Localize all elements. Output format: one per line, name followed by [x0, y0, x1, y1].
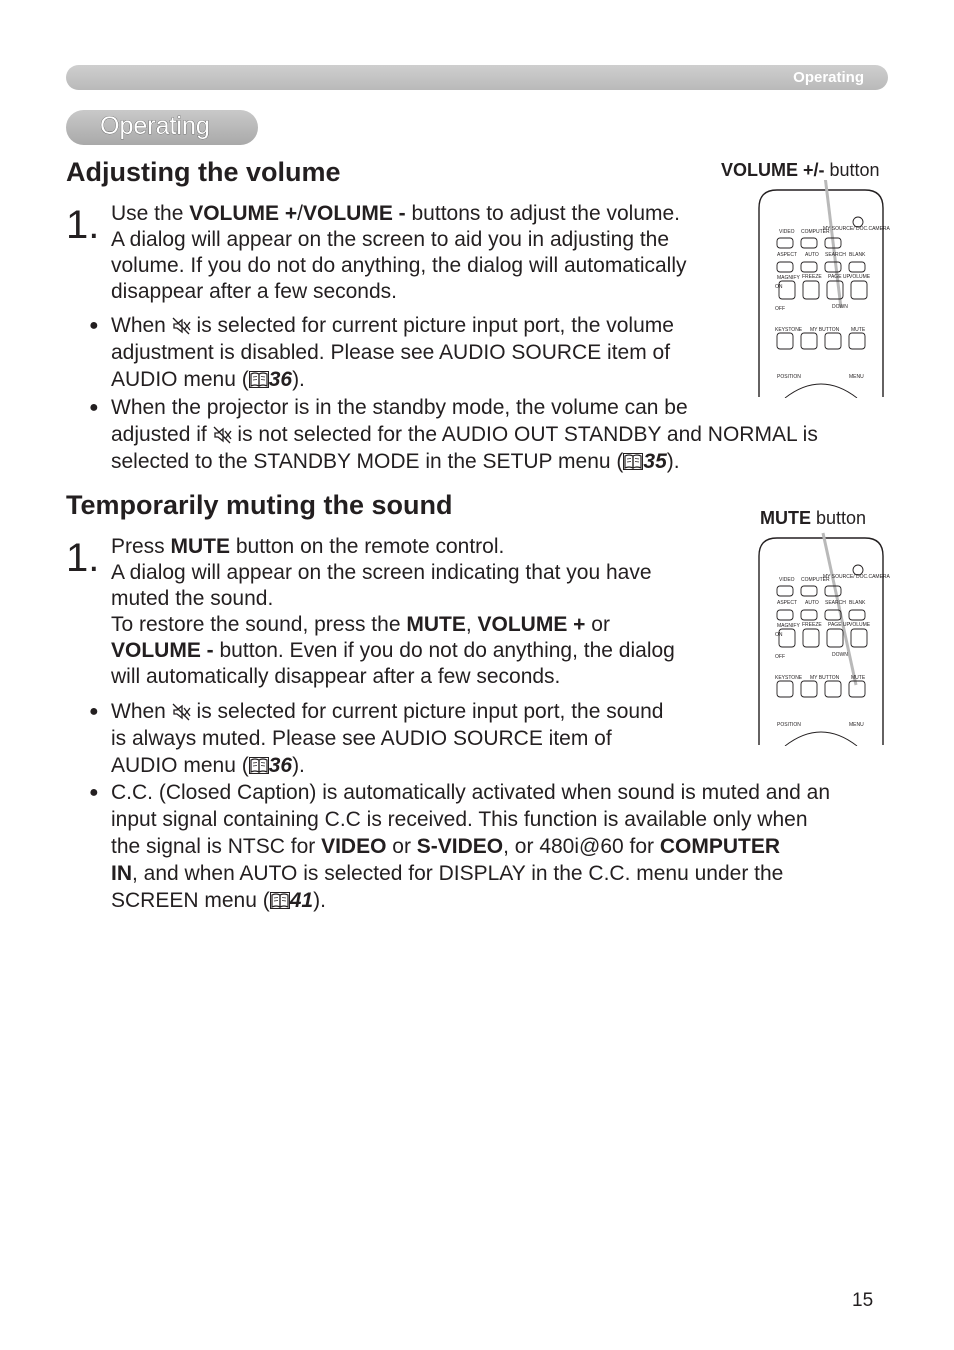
- svg-text:ON: ON: [775, 284, 783, 290]
- remote-control-illustration: [755, 528, 890, 746]
- svg-text:MUTE: MUTE: [851, 327, 866, 333]
- bullet-icon: ●: [89, 703, 99, 720]
- book-reference-icon: [623, 453, 643, 470]
- svg-text:SEARCH: SEARCH: [825, 600, 846, 606]
- section-tab: [66, 110, 258, 145]
- svg-text:ASPECT: ASPECT: [777, 600, 798, 606]
- svg-text:ON: ON: [775, 632, 783, 638]
- svg-text:VOLUME: VOLUME: [849, 274, 871, 280]
- svg-text:VIDEO: VIDEO: [779, 577, 795, 583]
- section-title: Operating: [100, 112, 210, 140]
- svg-text:DOWN: DOWN: [832, 652, 848, 658]
- svg-text:POSITION: POSITION: [777, 374, 801, 380]
- bullet-icon: ●: [89, 317, 99, 334]
- header-label: Operating: [793, 69, 864, 86]
- mute-callout: MUTE button: [760, 508, 867, 528]
- book-reference-icon: [249, 757, 269, 774]
- svg-text:BLANK: BLANK: [849, 252, 866, 258]
- svg-text:MUTE: MUTE: [851, 675, 866, 681]
- svg-text:OFF: OFF: [775, 306, 785, 312]
- svg-text:VOLUME: VOLUME: [849, 622, 871, 628]
- mute-note-1: ● When is selected for current picture input port, the sound is always muted. Please see AUDIO SOURCE item of AUDIO menu ( 36).: [89, 700, 664, 777]
- svg-text:MENU: MENU: [849, 722, 864, 728]
- svg-text:MAGNIFY: MAGNIFY: [777, 623, 800, 629]
- svg-text:AUTO: AUTO: [805, 600, 819, 606]
- mute-icon: [213, 426, 232, 444]
- volume-step-number: 1.: [66, 203, 100, 247]
- svg-text:VIDEO: VIDEO: [779, 229, 795, 235]
- svg-text:SEARCH: SEARCH: [825, 252, 846, 258]
- volume-heading: Adjusting the volume: [66, 157, 341, 187]
- bullet-icon: ●: [89, 784, 99, 801]
- volume-callout: VOLUME +/- button: [721, 160, 880, 180]
- svg-text:FREEZE: FREEZE: [802, 622, 822, 628]
- volume-step-text: Use the VOLUME +/VOLUME - buttons to adjust the volume. A dialog will appear on the screen to aid you in adjusting the volume. If you do not do anything, the dialog will automatically disappear after a few seconds.: [111, 202, 687, 303]
- svg-text:KEYSTONE: KEYSTONE: [775, 675, 803, 681]
- svg-text:MAGNIFY: MAGNIFY: [777, 275, 800, 281]
- svg-text:MY BUTTON: MY BUTTON: [810, 327, 840, 333]
- volume-note-2: ● When the projector is in the standby mode, the volume can be adjusted if is not selected for the AUDIO OUT STANDBY and NORMAL is selected to the STANDBY MODE in the SETUP menu ( 35).: [89, 396, 818, 473]
- mute-heading: Temporarily muting the sound: [66, 490, 453, 520]
- svg-text:POSITION: POSITION: [777, 722, 801, 728]
- svg-text:OFF: OFF: [775, 654, 785, 660]
- svg-text:AUTO: AUTO: [805, 252, 819, 258]
- svg-text:COMPUTER: COMPUTER: [801, 577, 830, 583]
- page-reference[interactable]: 41: [289, 889, 314, 912]
- svg-text:PAGE UP: PAGE UP: [828, 274, 850, 280]
- mute-icon: [172, 317, 191, 335]
- svg-text:FREEZE: FREEZE: [802, 274, 822, 280]
- mute-icon: [172, 703, 191, 721]
- book-reference-icon: [270, 892, 290, 909]
- svg-text:COMPUTER: COMPUTER: [801, 229, 830, 235]
- page-reference[interactable]: 35: [643, 450, 667, 473]
- header-bar: [66, 65, 888, 90]
- svg-text:DOWN: DOWN: [832, 304, 848, 310]
- mute-step-text: Press MUTE button on the remote control. A dialog will appear on the screen indicating that you have muted the sound. To restore the sound, press the MUTE, VOLUME + or VOLUME - button. Even if you do not do anything, the dialog will automatically disappear after a few seconds.: [111, 535, 675, 688]
- svg-text:MY BUTTON: MY BUTTON: [810, 675, 840, 681]
- svg-text:KEYSTONE: KEYSTONE: [775, 327, 803, 333]
- page-reference[interactable]: 36: [268, 754, 293, 777]
- svg-text:ASPECT: ASPECT: [777, 252, 798, 258]
- bullet-icon: ●: [89, 399, 99, 416]
- remote-control-illustration: [755, 180, 890, 398]
- page-number: 15: [852, 1290, 874, 1311]
- page-reference[interactable]: 36: [268, 368, 293, 391]
- svg-text:MY SOURCE/ DOC.CAMERA: MY SOURCE/ DOC.CAMERA: [823, 574, 890, 580]
- volume-note-1: ● When is selected for current picture input port, the volume adjustment is disabled. Please see AUDIO SOURCE item of AUDIO menu ( 36).: [89, 314, 674, 391]
- svg-text:BLANK: BLANK: [849, 600, 866, 606]
- svg-text:PAGE UP: PAGE UP: [828, 622, 850, 628]
- book-reference-icon: [249, 371, 269, 388]
- svg-text:MENU: MENU: [849, 374, 864, 380]
- mute-note-2: ● C.C. (Closed Caption) is automatically activated when sound is muted and an input signal containing C.C is received. This function is available only when the signal is NTSC for VIDEO or S-VIDEO, or 480i@60 for COMPUTER IN, and when AUTO is selected for DISPLAY in the C.C. menu under the SCREEN menu ( 41).: [89, 781, 831, 912]
- mute-step-number: 1.: [66, 536, 100, 580]
- svg-text:MY SOURCE/ DOC.CAMERA: MY SOURCE/ DOC.CAMERA: [823, 226, 890, 232]
